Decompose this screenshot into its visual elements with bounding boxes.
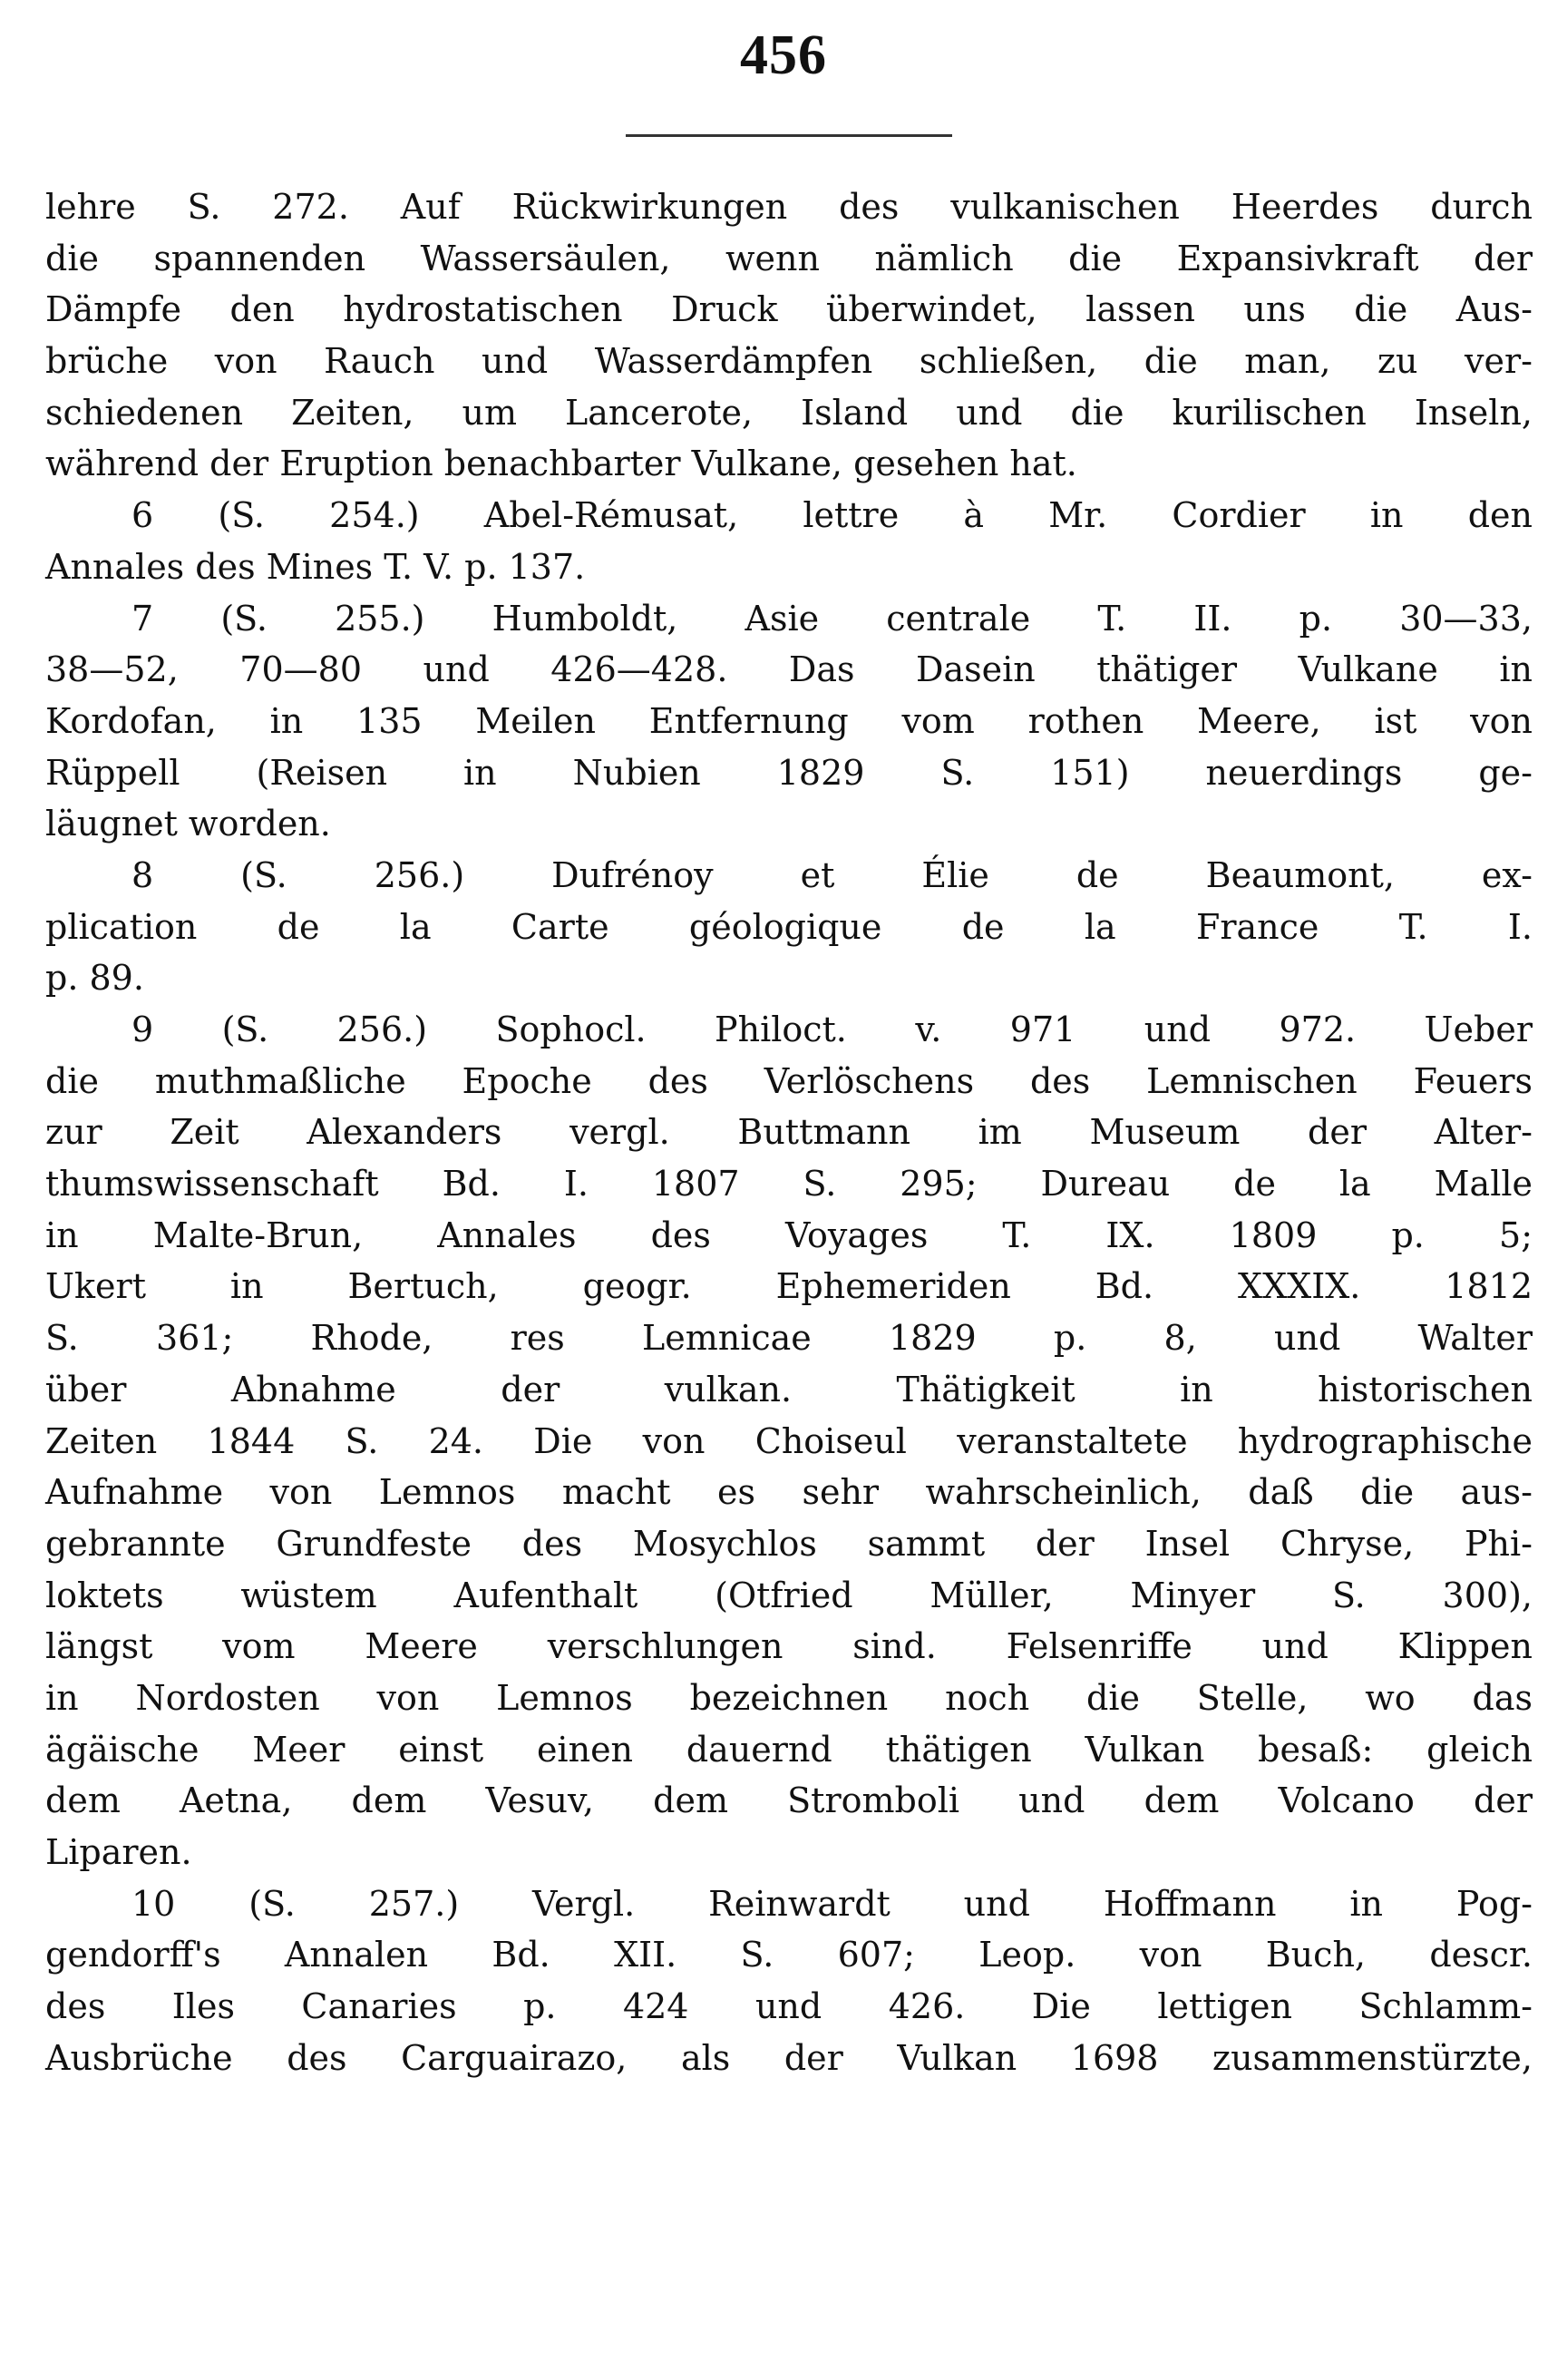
text-body [45, 181, 1533, 2083]
text-line: Liparen. [45, 1832, 192, 1872]
text-line: Aufnahme von Lemnos macht es sehr wahrscheinlich, daß die aus- [45, 1472, 1533, 1513]
text-line: 6 (S. 254.) Abel-Rémusat, lettre à Mr. Cordier in den [131, 495, 1533, 536]
text-line: plication de la Carte géologique de la France T. I. [45, 906, 1533, 947]
text-line: lehre S. 272. Auf Rückwirkungen des vulkanischen Heerdes durch [45, 187, 1533, 227]
text-line: während der Eruption benachbarter Vulkane, gesehen hat. [45, 444, 1077, 484]
text-line: gendorff's Annalen Bd. XII. S. 607; Leop. von Buch, descr. [45, 1935, 1533, 1975]
text-line: loktets wüstem Aufenthalt (Otfried Müller, Minyer S. 300), [45, 1575, 1533, 1615]
text-line: 7 (S. 255.) Humboldt, Asie centrale T. II. p. 30—33, [131, 598, 1533, 639]
text-line: zur Zeit Alexanders vergl. Buttmann im Museum der Alter- [45, 1112, 1533, 1153]
text-line: die spannenden Wassersäulen, wenn nämlich die Expansivkraft der [45, 238, 1533, 278]
text-line: über Abnahme der vulkan. Thätigkeit in historischen [45, 1369, 1533, 1409]
page-number: 456 [740, 24, 827, 86]
text-line: Ausbrüche des Carguairazo, als der Vulkan 1698 zusammenstürzte, [45, 2037, 1533, 2078]
text-line: Annales des Mines T. V. p. 137. [45, 546, 586, 587]
text-line: Ukert in Bertuch, geogr. Ephemeriden Bd. XXXIX. 1812 [45, 1266, 1533, 1307]
text-line: längst vom Meere verschlungen sind. Felsenriffe und Klippen [45, 1626, 1533, 1667]
text-line: p. 89. [45, 958, 144, 999]
text-line: dem Aetna, dem Vesuv, dem Stromboli und dem Volcano der [45, 1780, 1533, 1821]
text-line: des Iles Canaries p. 424 und 426. Die lettigen Schlamm- [45, 1986, 1533, 2027]
text-line: 10 (S. 257.) Vergl. Reinwardt und Hoffmann in Pog- [131, 1883, 1533, 1924]
text-line: läugnet worden. [45, 804, 331, 844]
text-line: ägäische Meer einst einen dauernd thätigen Vulkan besaß: gleich [45, 1729, 1533, 1770]
text-line: S. 361; Rhode, res Lemnicae 1829 p. 8, und Walter [45, 1318, 1533, 1359]
text-line: Kordofan, in 135 Meilen Entfernung vom rothen Meere, ist von [45, 700, 1533, 741]
text-line: in Malte-Brun, Annales des Voyages T. IX. 1809 p. 5; [45, 1214, 1533, 1255]
text-line: gebrannte Grundfeste des Mosychlos sammt der Insel Chryse, Phi- [45, 1523, 1533, 1564]
header-rule [626, 134, 952, 137]
text-line: Zeiten 1844 S. 24. Die von Choiseul veranstaltete hydrographische [45, 1420, 1533, 1461]
text-line: 8 (S. 256.) Dufrénoy et Élie de Beaumont, ex- [131, 854, 1533, 895]
text-line: Rüppell (Reisen in Nubien 1829 S. 151) neuerdings ge- [45, 752, 1533, 793]
text-line: in Nordosten von Lemnos bezeichnen noch die Stelle, wo das [45, 1677, 1533, 1718]
text-line: 9 (S. 256.) Sophocl. Philoct. v. 971 und 972. Ueber [131, 1010, 1533, 1049]
text-line: 38—52, 70—80 und 426—428. Das Dasein thätiger Vulkane in [45, 649, 1533, 690]
text-line: Dämpfe den hydrostatischen Druck überwindet, lassen uns die Aus- [45, 289, 1533, 330]
text-line: brüche von Rauch und Wasserdämpfen schließen, die man, zu ver- [45, 341, 1533, 382]
text-line: thumswissenschaft Bd. I. 1807 S. 295; Dureau de la Malle [45, 1164, 1533, 1205]
text-line: die muthmaßliche Epoche des Verlöschens des Lemnischen Feuers [45, 1060, 1533, 1101]
text-line: schiedenen Zeiten, um Lancerote, Island und die kurilischen Inseln, [45, 392, 1533, 433]
